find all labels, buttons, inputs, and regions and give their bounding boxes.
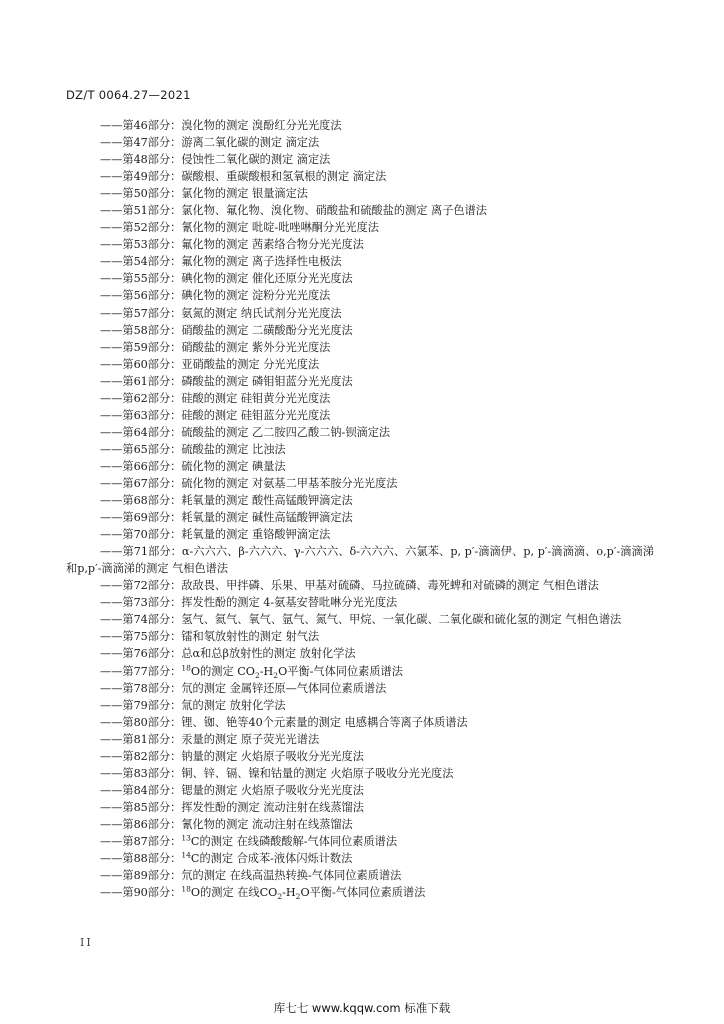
- list-item: ——第75部分：镭和氡放射性的测定 射气法: [100, 630, 320, 644]
- list-item: ——第52部分：氰化物的测定 吡啶-吡唑啉酮分光光度法: [100, 221, 379, 235]
- list-item-isotope: [66, 833, 654, 850]
- list-item: ——第56部分：碘化物的测定 淀粉分光光度法: [100, 289, 331, 303]
- list-item: ——第59部分：硝酸盐的测定 紫外分光光度法: [100, 340, 331, 354]
- list-item: ——第51部分：氯化物、氟化物、溴化物、硝酸盐和硫酸盐的测定 离子色谱法: [100, 204, 487, 218]
- part-text: -H: [282, 886, 296, 900]
- list-item: ——第50部分：氯化物的测定 银量滴定法: [100, 187, 308, 201]
- list-item: ——第79部分：氚的测定 放射化学法: [100, 698, 286, 712]
- page-number: II: [80, 936, 93, 949]
- list-item: ——第68部分：耗氧量的测定 酸性高锰酸钾滴定法: [100, 494, 353, 508]
- part-prefix: ——第77部分：: [100, 664, 182, 678]
- list-item: ——第70部分：耗氧量的测定 重铬酸钾滴定法: [100, 528, 331, 542]
- mass-number: 18: [181, 662, 191, 672]
- download-watermark: 库七七 www.kqqw.com 标准下载: [273, 1001, 451, 1015]
- list-item: ——第64部分：硫酸盐的测定 乙二胺四乙酸二钠-钡滴定法: [100, 425, 391, 439]
- list-item: ——第61部分：磷酸盐的测定 磷钼钼蓝分光光度法: [100, 374, 353, 388]
- list-item: ——第60部分：亚硝酸盐的测定 分光光度法: [100, 357, 320, 371]
- list-item: ——第69部分：耗氧量的测定 碱性高锰酸钾滴定法: [100, 511, 353, 525]
- list-item: ——第89部分：氘的测定 在线高温热转换-气体同位素质谱法: [100, 869, 402, 883]
- list-item: ——第83部分：铜、锌、镉、镍和钴量的测定 火焰原子吸收分光光度法: [100, 766, 454, 780]
- part-prefix: ——第90部分：: [100, 886, 182, 900]
- list-item: ——第58部分：硝酸盐的测定 二磺酸酚分光光度法: [100, 323, 353, 337]
- part-text: C的测定 在线磷酸酸解-气体同位素质谱法: [190, 834, 398, 848]
- subscript: 2: [295, 892, 301, 902]
- part-text: O的测定 CO: [190, 664, 255, 678]
- subscript: 2: [273, 670, 279, 680]
- list-item: ——第71部分：α-六六六、β-六六六、γ-六六六、δ-六六六、六氯苯、p, p′-滴滴伊、p, p′-滴滴滴、o,p′-滴滴涕和p,p′-滴滴涕的测定 气相色谱法: [66, 545, 654, 576]
- list-item: ——第53部分：氟化物的测定 茜素络合物分光光度法: [100, 238, 364, 252]
- part-text: -H: [259, 664, 274, 678]
- list-item: ——第54部分：氟化物的测定 离子选择性电极法: [100, 255, 342, 269]
- mass-number: 14: [181, 850, 191, 860]
- list-item: ——第46部分：溴化物的测定 溴酚红分光光度法: [100, 119, 342, 132]
- list-item: ——第72部分：敌敌畏、甲拌磷、乐果、甲基对硫磷、马拉硫磷、毒死蜱和对硫磷的测定 气相色谱法: [100, 579, 599, 593]
- standard-code: DZ/T 0064.27—2021: [66, 88, 191, 102]
- list-item: ——第78部分：氘的测定 金属锌还原—气体同位素质谱法: [100, 681, 387, 695]
- list-item-isotope: [66, 850, 654, 867]
- list-item: ——第74部分：氢气、氦气、氧气、氩气、氮气、甲烷、一氧化碳、二氧化碳和硫化氢的测定 气相色谱法: [100, 613, 622, 627]
- part-prefix: ——第87部分：: [100, 834, 182, 848]
- list-item: ——第63部分：硅酸的测定 硅钼蓝分光光度法: [100, 408, 331, 422]
- list-item: ——第73部分：挥发性酚的测定 4-氨基安替吡啉分光光度法: [100, 596, 398, 610]
- list-item-isotope: [66, 663, 654, 680]
- list-item: ——第81部分：汞量的测定 原子荧光光谱法: [100, 732, 320, 746]
- list-item: ——第85部分：挥发性酚的测定 流动注射在线蒸馏法: [100, 800, 364, 814]
- list-item: ——第48部分：侵蚀性二氧化碳的测定 滴定法: [100, 153, 331, 167]
- list-item: ——第67部分：硫化物的测定 对氨基二甲基苯胺分光光度法: [100, 476, 398, 490]
- list-item: ——第84部分：锶量的测定 火焰原子吸收分光光度法: [100, 783, 364, 797]
- list-item: ——第76部分：总α和总β放射性的测定 放射化学法: [100, 647, 356, 661]
- subscript: 2: [254, 670, 260, 680]
- list-item: ——第65部分：硫酸盐的测定 比浊法: [100, 442, 286, 456]
- part-text: C的测定 合成苯-液体闪烁计数法: [190, 852, 353, 866]
- mass-number: 18: [181, 884, 191, 894]
- list-item: ——第55部分：碘化物的测定 催化还原分光光度法: [100, 272, 353, 286]
- subscript: 2: [277, 892, 283, 902]
- list-item: ——第86部分：氰化物的测定 流动注射在线蒸馏法: [100, 817, 353, 831]
- list-item: ——第62部分：硅酸的测定 硅钼黄分光光度法: [100, 391, 331, 405]
- mass-number: 13: [181, 833, 191, 843]
- list-item: ——第47部分：游离二氧化碳的测定 滴定法: [100, 136, 320, 150]
- list-item: ——第82部分：钠量的测定 火焰原子吸收分光光度法: [100, 749, 364, 763]
- list-item: ——第66部分：硫化物的测定 碘量法: [100, 459, 286, 473]
- list-item: ——第80部分：锂、铷、铯等40个元素量的测定 电感耦合等离子体质谱法: [100, 715, 468, 729]
- part-list: [66, 117, 654, 901]
- list-item: ——第57部分：氨氮的测定 纳氏试剂分光光度法: [100, 306, 342, 320]
- list-item: ——第49部分：碳酸根、重碳酸根和氢氧根的测定 滴定法: [100, 170, 387, 184]
- part-text: O平衡-气体同位素质谱法: [300, 886, 426, 900]
- part-text: O平衡-气体同位素质谱法: [278, 664, 403, 678]
- list-item-isotope: [66, 884, 654, 901]
- part-prefix: ——第88部分：: [100, 852, 182, 866]
- part-text: O的测定 在线CO: [190, 886, 278, 900]
